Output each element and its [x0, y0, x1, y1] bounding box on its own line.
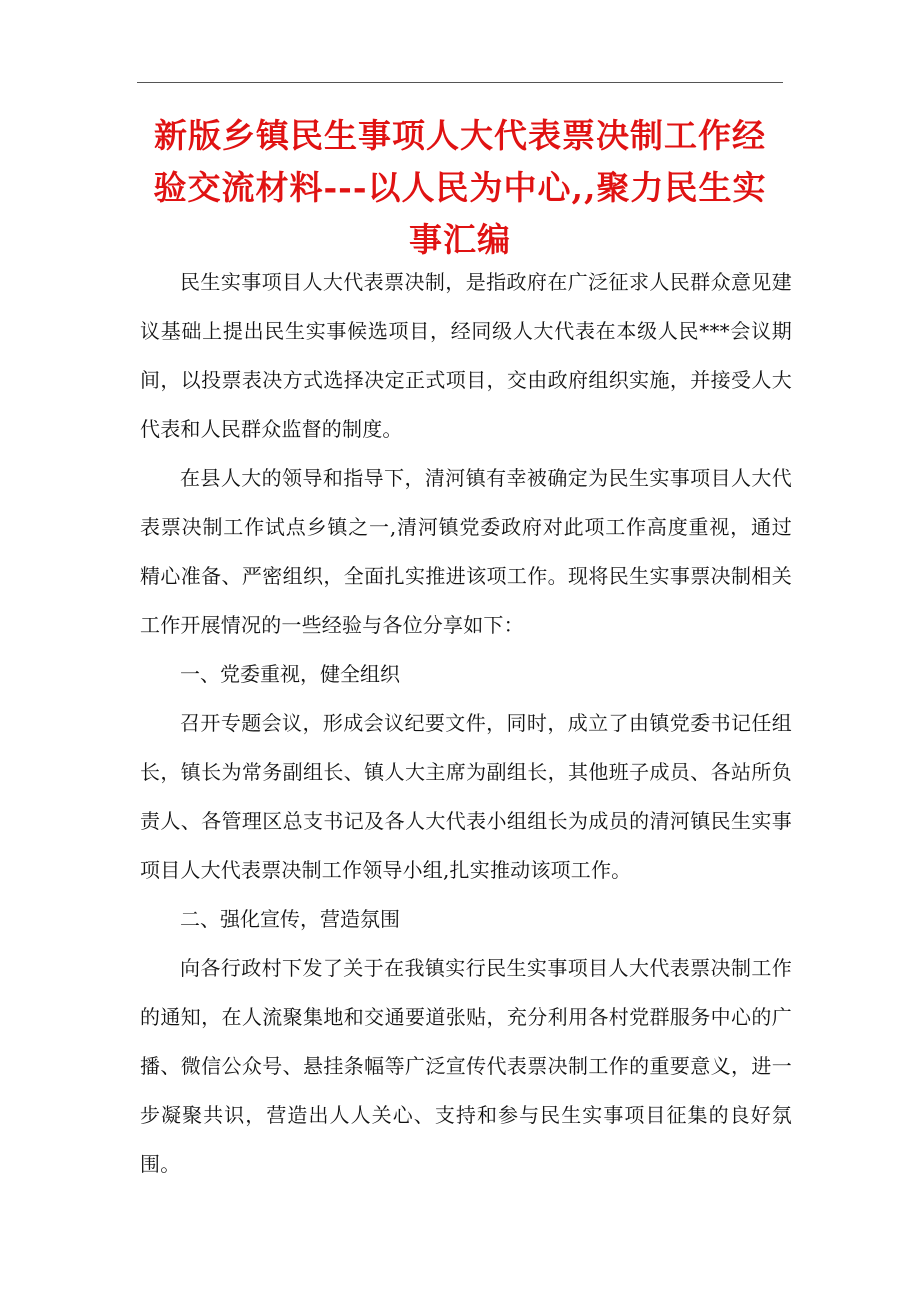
document-title: 新版乡镇民生事项人大代表票决制工作经验交流材料---以人民为中心,,聚力民生实事汇编: [153, 116, 767, 259]
paragraph-definition: 民生实事项目人大代表票决制，是指政府在广泛征求人民群众意见建议基础上提出民生实事候选项目，经同级人大代表在本级人民***会议期间，以投票表决方式选择决定正式项目，交由政府组织实施，并接受人大代表和人民群众监督的制度。: [140, 270, 792, 441]
paragraph-section-1: 召开专题会议，形成会议纪要文件，同时，成立了由镇党委书记任组长，镇长为常务副组长、镇人大主席为副组长，其他班子成员、各站所负责人、各管理区总支书记及各人大代表小组组长为成员的清河镇民生实事项目人大代表票决制工作领导小组,扎实推动该项工作。: [140, 711, 792, 882]
section-heading-1: 一、党委重视，健全组织: [180, 662, 400, 686]
paragraph-section-2: 向各行政村下发了关于在我镇实行民生实事项目人大代表票决制工作的通知，在人流聚集地和交通要道张贴，充分利用各村党群服务中心的广播、微信公众号、悬挂条幅等广泛宣传代表票决制工作的重要意义，进一步凝聚共识，营造出人人关心、支持和参与民生实事项目征集的良好氛围。: [140, 956, 792, 1176]
paragraph-introduction: 在县人大的领导和指导下，清河镇有幸被确定为民生实事项目人大代表票决制工作试点乡镇之一,清河镇党委政府对此项工作高度重视，通过精心准备、严密组织，全面扎实推进该项工作。现将民生实事票决制相关工作开展情况的一些经验与各位分享如下：: [140, 466, 792, 637]
header-divider: [137, 82, 783, 83]
section-heading-2: 二、强化宣传，营造氛围: [180, 907, 400, 931]
document-body: [140, 258, 792, 1189]
